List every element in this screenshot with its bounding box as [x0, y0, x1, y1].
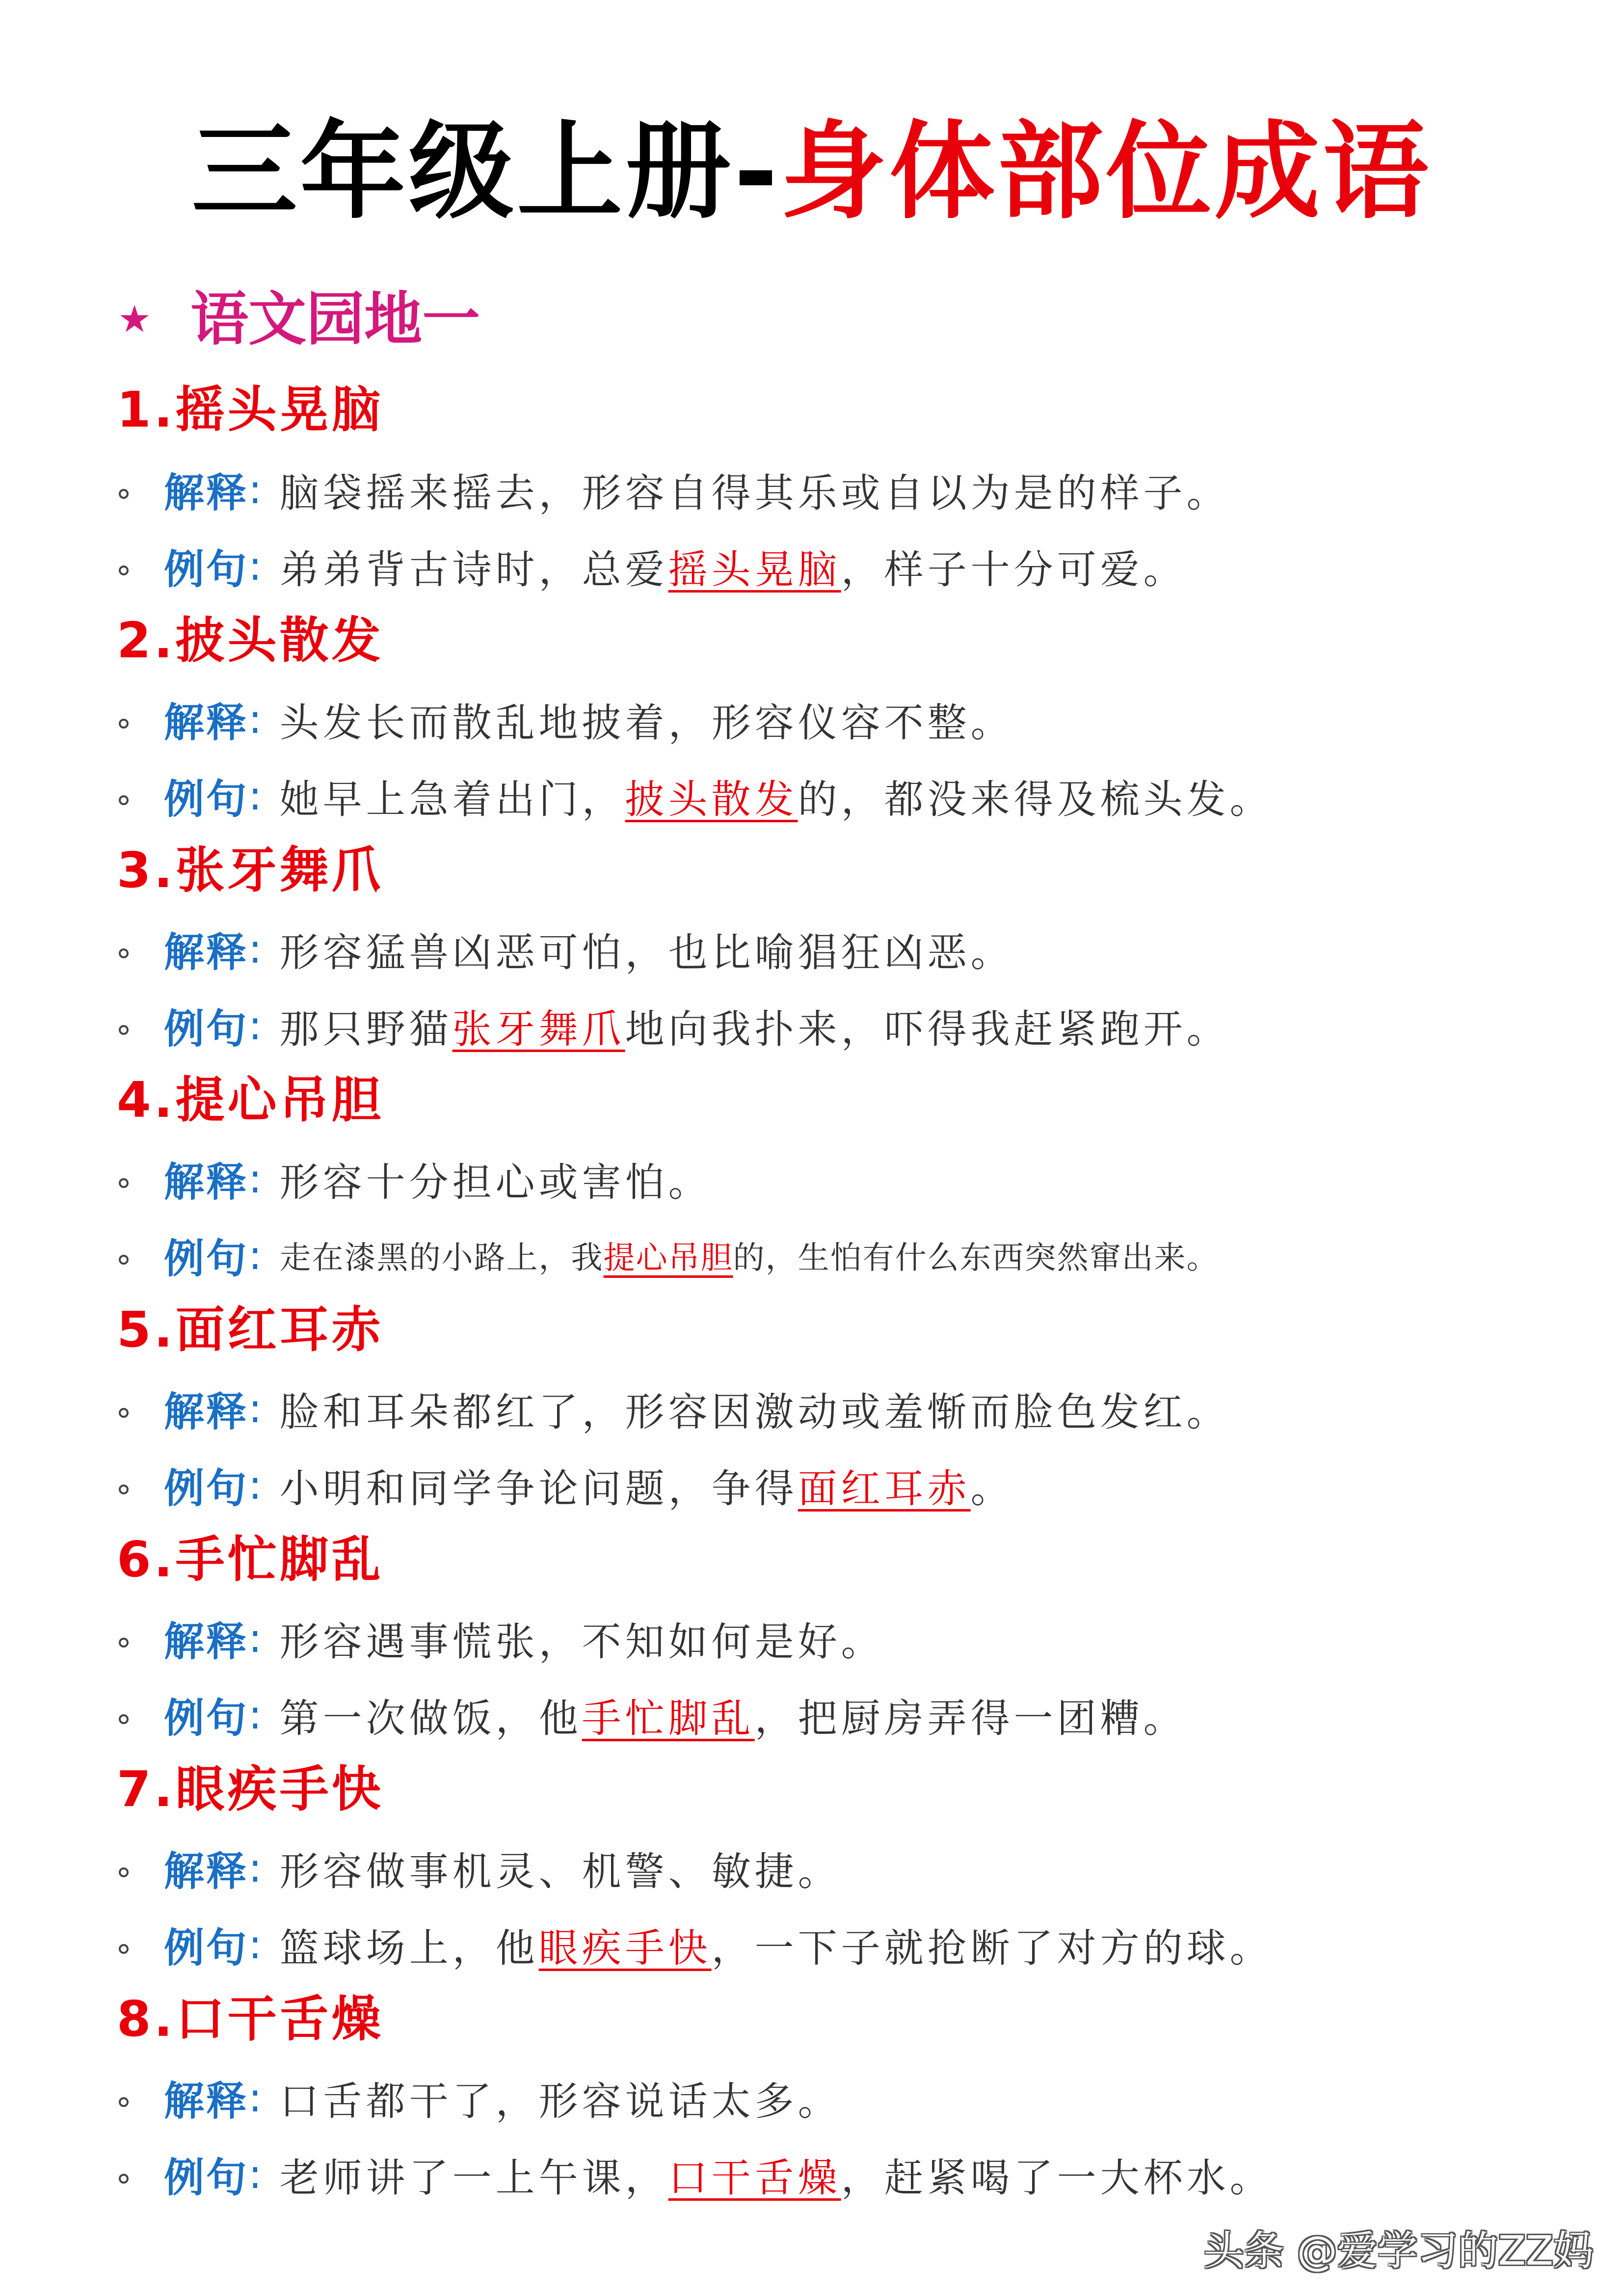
- bullet-icon: [119, 1485, 129, 1494]
- example-row: [119, 1453, 1014, 1517]
- example-text: [280, 1233, 1219, 1278]
- explain-row: [119, 687, 1014, 751]
- label-colon: :: [248, 542, 262, 590]
- label-colon: :: [248, 1615, 262, 1662]
- example-text-before: 弟弟背古诗时，总爱: [279, 546, 668, 593]
- example-label: 例句: [164, 776, 249, 823]
- bullet-icon: [119, 1025, 129, 1035]
- idiom-heading: 2.披头散发: [117, 612, 384, 669]
- example-idiom-highlight: 口干舌燥: [668, 2155, 841, 2201]
- explain-label: 解释: [164, 2078, 249, 2125]
- label-colon: :: [248, 1691, 262, 1738]
- section-header: [118, 282, 480, 356]
- example-idiom-highlight: 张牙舞爪: [452, 1006, 625, 1052]
- explain-row: [119, 1606, 884, 1670]
- bullet-icon: [119, 948, 129, 958]
- example-label: 例句: [164, 2154, 249, 2201]
- explain-text: 头发长而散乱地披着，形容仪容不整。: [279, 700, 1014, 746]
- example-text-after: 地向我扑来，吓得我赶紧跑开。: [625, 1006, 1230, 1052]
- explain-label: 解释: [164, 469, 249, 516]
- label-colon: :: [248, 1921, 262, 1968]
- example-text-after: 的，生怕有什么东西突然窜出来。: [733, 1240, 1219, 1276]
- label-colon: :: [248, 1002, 262, 1049]
- example-text-before: 第一次做饭，他: [279, 1695, 582, 1741]
- idiom-heading: 6.手忙脚乱: [117, 1531, 384, 1588]
- example-label: 例句: [164, 1005, 249, 1053]
- explain-row: [119, 1377, 1230, 1440]
- label-colon: :: [248, 1461, 262, 1509]
- label-colon: :: [248, 2074, 262, 2121]
- bullet-icon: [119, 719, 129, 729]
- label-colon: :: [248, 2151, 262, 2198]
- example-text-before: 小明和同学争论问题，争得: [279, 1465, 798, 1512]
- example-text-after: 。: [970, 1465, 1014, 1512]
- bullet-icon: [119, 566, 129, 575]
- explain-text: 形容遇事慌张，不知如何是好。: [279, 1619, 884, 1665]
- example-text: [280, 1687, 1187, 1743]
- explain-text: 形容猛兽凶恶可怕，也比喻猖狂凶恶。: [279, 929, 1014, 975]
- star-icon: ★: [118, 297, 152, 341]
- explain-label: 解释: [164, 929, 249, 976]
- bullet-icon: [119, 1408, 129, 1418]
- example-text-before: 走在漆黑的小路上，我: [279, 1240, 604, 1276]
- label-colon: :: [248, 772, 262, 819]
- example-text-before: 那只野猫: [279, 1006, 452, 1052]
- explain-label: 解释: [164, 1159, 249, 1206]
- explain-text: 口舌都干了，形容说话太多。: [279, 2078, 841, 2124]
- example-label: 例句: [164, 1695, 249, 1742]
- example-text-before: 篮球场上，他: [279, 1925, 539, 1971]
- example-text: [280, 1457, 1014, 1513]
- example-text-before: 老师讲了一上午课，: [279, 2155, 668, 2201]
- bullet-icon: [119, 1638, 129, 1648]
- idiom-heading: 7.眼疾手快: [117, 1760, 384, 1818]
- idiom-heading: 8.口干舌燥: [117, 1990, 384, 2048]
- example-text-after: ，把厨房弄得一团糟。: [754, 1695, 1187, 1741]
- example-row: [119, 1913, 1273, 1976]
- explain-label: 解释: [164, 1618, 249, 1665]
- example-label: 例句: [164, 546, 249, 593]
- example-text-before: 她早上急着出门，: [279, 776, 625, 822]
- example-text: [280, 998, 1230, 1054]
- idiom-heading: 1.摇头晃脑: [117, 381, 384, 438]
- example-idiom-highlight: 披头散发: [625, 776, 798, 822]
- label-colon: :: [248, 1155, 262, 1202]
- example-row: [119, 534, 1187, 598]
- example-label: 例句: [164, 1465, 249, 1512]
- example-text: [280, 2146, 1273, 2203]
- explain-label: 解释: [164, 1388, 249, 1435]
- example-text-after: ，赶紧喝了一大杯水。: [841, 2155, 1273, 2201]
- explain-text: 脑袋摇来摇去，形容自得其乐或自以为是的样子。: [279, 470, 1230, 516]
- label-colon: :: [248, 466, 262, 513]
- watermark: 头条 @爱学习的ZZ妈: [1203, 2228, 1594, 2274]
- example-idiom-highlight: 手忙脚乱: [582, 1695, 755, 1741]
- bullet-icon: [119, 1944, 129, 1954]
- example-text-after: ，一下子就抢断了对方的球。: [711, 1925, 1273, 1971]
- label-colon: :: [248, 1232, 262, 1279]
- idiom-heading: 5.面红耳赤: [117, 1301, 384, 1358]
- example-label: 例句: [164, 1924, 249, 1972]
- example-row: [119, 2142, 1273, 2206]
- explain-row: [119, 2066, 841, 2130]
- idiom-heading: 4.提心吊胆: [117, 1071, 384, 1129]
- example-row: [119, 1223, 1219, 1287]
- section-label: 语文园地一: [190, 285, 480, 353]
- bullet-icon: [119, 1867, 129, 1877]
- example-row: [119, 994, 1230, 1057]
- example-text: [280, 538, 1187, 594]
- example-idiom-highlight: 眼疾手快: [538, 1925, 712, 1971]
- bullet-icon: [119, 2097, 129, 2107]
- page-title-grade: 三年级上册-: [191, 110, 781, 233]
- bullet-icon: [119, 1255, 129, 1265]
- bullet-icon: [119, 489, 129, 499]
- label-colon: :: [248, 696, 262, 743]
- example-idiom-highlight: 提心吊胆: [603, 1240, 733, 1276]
- label-colon: :: [248, 1844, 262, 1891]
- explain-row: [119, 917, 1014, 981]
- example-text: [280, 768, 1273, 824]
- explain-text: 形容做事机灵、机警、敏捷。: [279, 1848, 841, 1894]
- example-idiom-highlight: 摇头晃脑: [668, 546, 841, 593]
- example-row: [119, 1683, 1187, 1747]
- label-colon: :: [248, 1385, 262, 1432]
- explain-label: 解释: [164, 699, 249, 746]
- explain-label: 解释: [164, 1848, 249, 1895]
- explain-row: [119, 1147, 712, 1211]
- idiom-heading: 3.张牙舞爪: [117, 841, 384, 899]
- example-text-after: ，样子十分可爱。: [841, 546, 1187, 593]
- explain-row: [119, 458, 1230, 521]
- bullet-icon: [119, 1178, 129, 1188]
- bullet-icon: [119, 795, 129, 805]
- explain-text: 脸和耳朵都红了，形容因激动或羞惭而脸色发红。: [279, 1389, 1230, 1435]
- example-idiom-highlight: 面红耳赤: [798, 1465, 971, 1512]
- example-label: 例句: [164, 1235, 249, 1282]
- explain-row: [119, 1836, 841, 1900]
- page-title-topic: 身体部位成语: [780, 110, 1432, 233]
- bullet-icon: [119, 1714, 129, 1724]
- example-text-after: 的，都没来得及梳头发。: [798, 776, 1273, 822]
- page-title: [0, 106, 1623, 238]
- label-colon: :: [248, 925, 262, 972]
- explain-text: 形容十分担心或害怕。: [279, 1159, 712, 1205]
- example-row: [119, 764, 1273, 828]
- example-text: [280, 1917, 1273, 1973]
- bullet-icon: [119, 2174, 129, 2184]
